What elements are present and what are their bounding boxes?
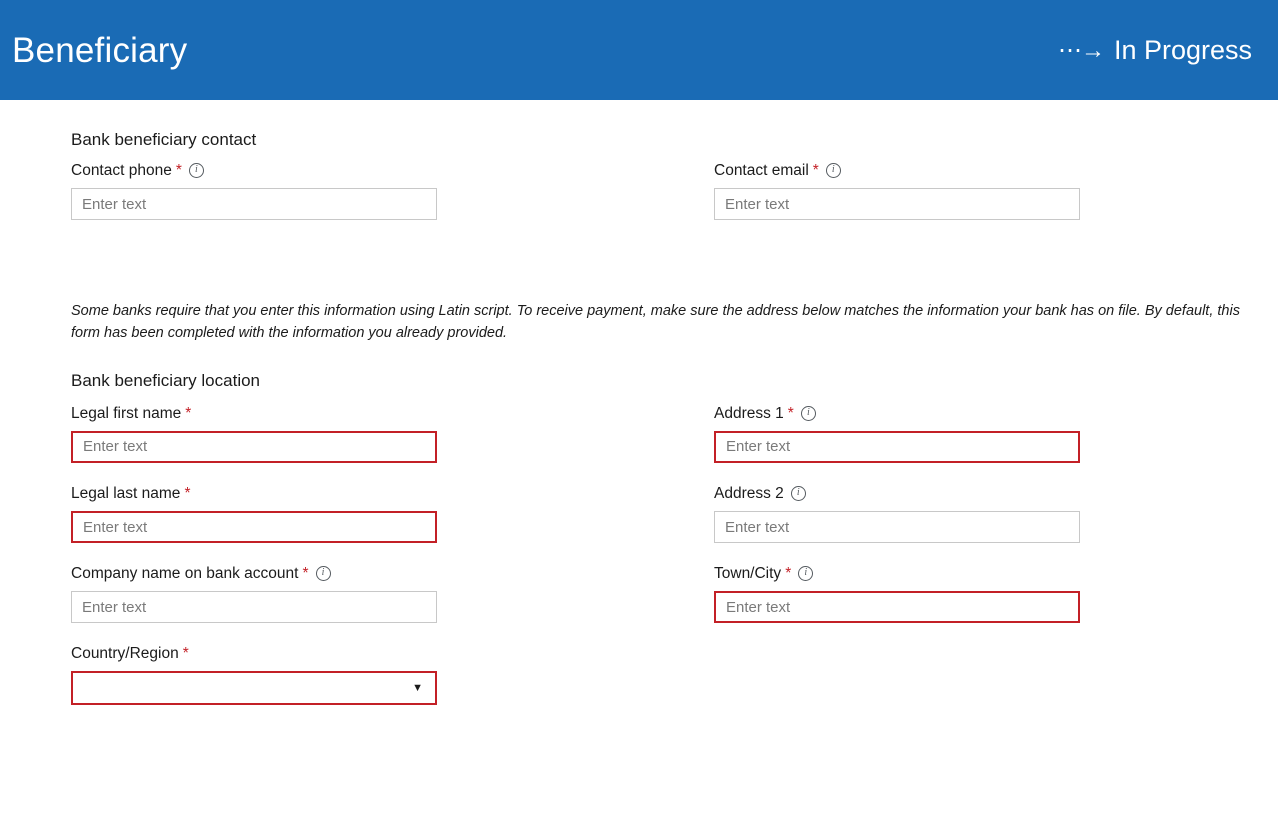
legal-first-name-label-text: Legal first name [71, 404, 182, 422]
contact-phone-label [71, 162, 441, 179]
latin-script-note: Some banks require that you enter this information using Latin script. To receive payment, make sure the address below matches the information your bank has on file. By default, this form has been completed with the information you already provided. [71, 303, 1240, 342]
contact-fields-grid [0, 162, 1278, 280]
field-company-name [71, 565, 441, 623]
contact-phone-input[interactable] [71, 188, 437, 220]
company-name-label-text: Company name on bank account [71, 565, 299, 583]
location-right-column [714, 405, 1084, 645]
page-header [0, 0, 1278, 100]
progress-arrow-icon: ⋯→ [1057, 37, 1104, 64]
required-marker: * [184, 484, 191, 502]
contact-email-label [714, 162, 1084, 179]
location-left-column [71, 405, 441, 727]
required-marker: * [812, 161, 819, 179]
field-address-1 [714, 405, 1084, 463]
contact-email-input[interactable] [714, 188, 1080, 220]
status-label: In Progress [1113, 34, 1252, 65]
address-2-label [714, 485, 1084, 502]
location-section-title: Bank beneficiary location [71, 370, 261, 390]
info-icon[interactable]: i [801, 406, 816, 421]
company-name-label [71, 565, 441, 582]
info-icon[interactable]: i [826, 163, 841, 178]
legal-first-name-label [71, 405, 441, 422]
field-country-region [71, 645, 441, 705]
form-content [0, 100, 1278, 805]
required-marker: * [182, 644, 189, 662]
company-name-input[interactable] [71, 591, 437, 623]
town-city-label-text: Town/City [714, 565, 782, 583]
required-marker: * [185, 404, 192, 422]
field-legal-last-name [71, 485, 441, 543]
required-marker: * [302, 564, 309, 582]
field-legal-first-name [71, 405, 441, 463]
status-badge [1057, 34, 1252, 65]
field-town-city [714, 565, 1084, 623]
address-2-label-text: Address 2 [714, 484, 784, 502]
contact-phone-label-text: Contact phone [71, 162, 172, 179]
town-city-label [714, 565, 1084, 582]
field-contact-email [714, 162, 1084, 220]
country-region-label [71, 645, 441, 662]
address-2-input[interactable] [714, 511, 1080, 543]
country-region-select[interactable] [71, 671, 437, 705]
country-region-label-text: Country/Region [71, 645, 179, 663]
contact-section-title: Bank beneficiary contact [71, 130, 257, 149]
country-region-select-wrap [71, 671, 437, 705]
info-icon[interactable]: i [316, 566, 331, 581]
legal-last-name-label [71, 485, 441, 502]
town-city-input[interactable] [714, 591, 1080, 623]
info-icon[interactable]: i [798, 566, 813, 581]
contact-email-label-text: Contact email [714, 162, 809, 179]
required-marker: * [787, 404, 794, 422]
required-marker: * [785, 564, 792, 582]
info-icon[interactable]: i [791, 486, 806, 501]
address-1-label-text: Address 1 [714, 404, 784, 422]
address-1-label [714, 405, 1084, 422]
info-icon[interactable]: i [189, 163, 204, 178]
legal-first-name-input[interactable] [71, 431, 437, 463]
page-title: Beneficiary [12, 30, 188, 70]
location-fields-grid [0, 405, 1278, 805]
legal-last-name-input[interactable] [71, 511, 437, 543]
field-address-2 [714, 485, 1084, 543]
contact-right-column [714, 162, 1084, 242]
legal-last-name-label-text: Legal last name [71, 484, 181, 502]
contact-left-column [71, 162, 441, 242]
field-contact-phone [71, 162, 441, 220]
chevron-down-icon: ▼ [412, 682, 423, 695]
address-1-input[interactable] [714, 431, 1080, 463]
required-marker: * [175, 161, 182, 179]
